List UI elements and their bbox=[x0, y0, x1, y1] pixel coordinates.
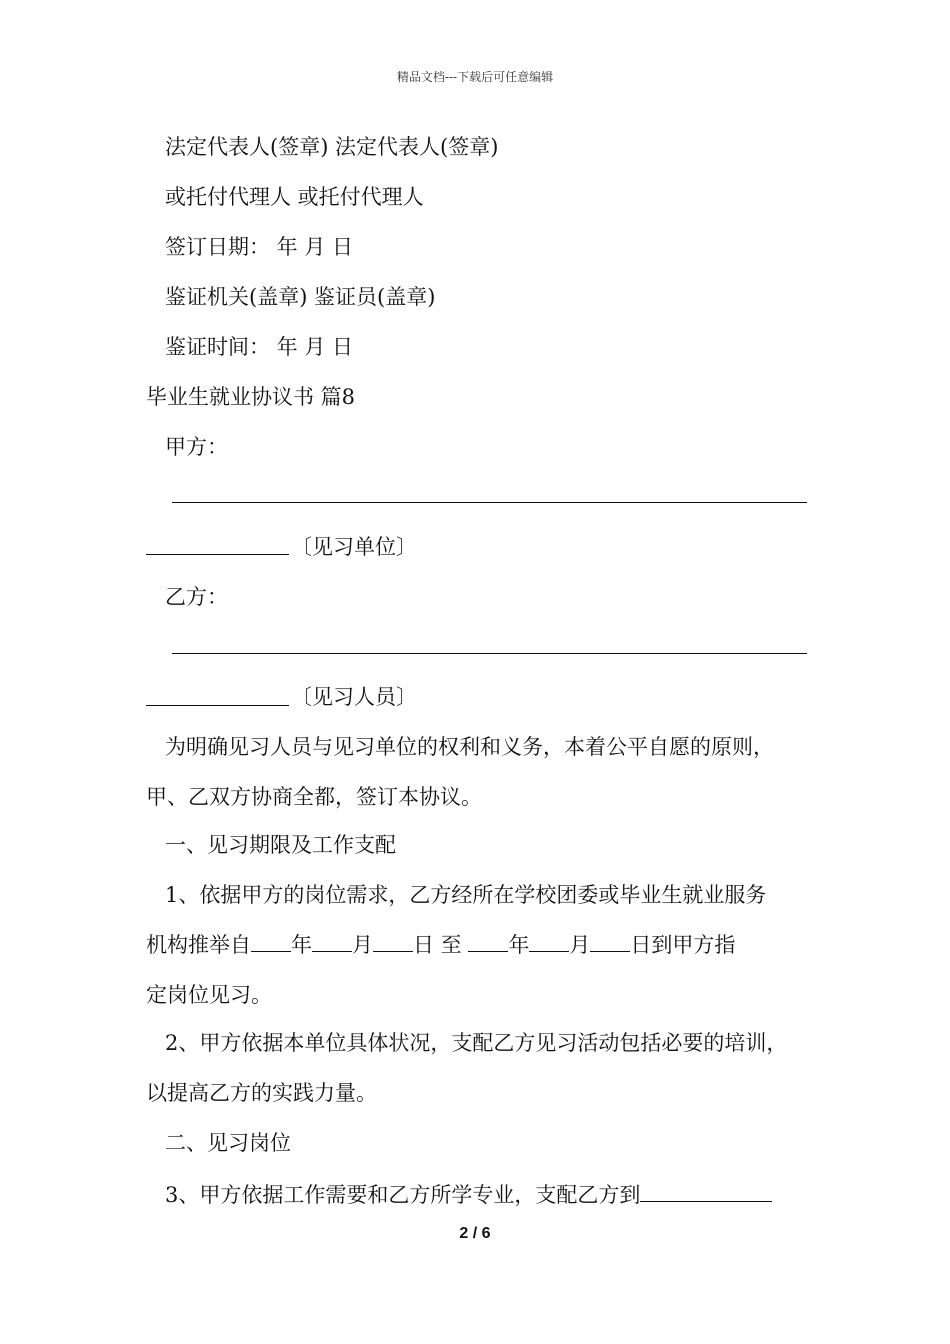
signature-line-1: 法定代表人(签章) 法定代表人(签章) bbox=[165, 135, 499, 159]
heading-position: 二、见习岗位 bbox=[165, 1131, 291, 1155]
position-blank bbox=[640, 1181, 772, 1202]
end-day-blank bbox=[590, 931, 630, 952]
start-year-blank bbox=[251, 931, 291, 952]
party-a-blank-line bbox=[172, 502, 807, 503]
paragraph-intro-line-2: 甲、乙双方协商全都，签订本协议。 bbox=[146, 785, 482, 809]
page-header: 精品文档---下载后可任意编辑 bbox=[396, 70, 554, 84]
party-a-unit-note: 〔见习单位〕 bbox=[291, 535, 417, 559]
verification-date-line: 鉴证时间： 年 月 日 bbox=[165, 335, 354, 359]
signature-line-2: 或托付代理人 或托付代理人 bbox=[165, 185, 424, 209]
party-b-blank-line bbox=[172, 653, 807, 654]
paragraph-intro-line-1: 为明确见习人员与见习单位的权利和义务，本着公平自愿的原则， bbox=[165, 735, 774, 759]
party-a-label: 甲方： bbox=[165, 435, 228, 459]
end-month-blank bbox=[529, 931, 569, 952]
section-title: 毕业生就业协议书 篇8 bbox=[146, 385, 356, 409]
clause-1-text-c: 月 bbox=[352, 933, 373, 957]
party-b-person-note: 〔见习人员〕 bbox=[291, 685, 417, 709]
clause-1-text-f: 月 bbox=[569, 933, 591, 957]
start-day-blank bbox=[373, 931, 413, 952]
page-number: 2 / 6 bbox=[459, 1225, 491, 1242]
clause-1-text-d: 日 至 bbox=[413, 933, 469, 957]
verification-line: 鉴证机关(盖章) 鉴证员(盖章) bbox=[165, 285, 436, 309]
clause-2-line-1: 2、甲方依据本单位具体状况，支配乙方见习活动包括必要的培训， bbox=[165, 1031, 788, 1055]
heading-period: 一、见习期限及工作支配 bbox=[165, 833, 396, 857]
start-month-blank bbox=[312, 931, 352, 952]
clause-1-text-b: 年 bbox=[291, 933, 312, 957]
party-b-label: 乙方： bbox=[165, 585, 228, 609]
clause-1-line-1: 1、依据甲方的岗位需求，乙方经所在学校团委或毕业生就业服务 bbox=[165, 883, 767, 907]
clause-1-text-g: 日到甲方指 bbox=[630, 933, 736, 957]
clause-3-text: 3、甲方依据工作需要和乙方所学专业，支配乙方到 bbox=[165, 1183, 641, 1207]
signing-date-line: 签订日期： 年 月 日 bbox=[165, 235, 354, 259]
party-b-blank-short bbox=[146, 705, 289, 706]
clause-2-line-2: 以提高乙方的实践力量。 bbox=[146, 1081, 377, 1105]
party-a-blank-short bbox=[146, 554, 289, 555]
clause-3-line-1 bbox=[165, 1181, 772, 1209]
clause-1-text-a: 机构推举自 bbox=[146, 933, 251, 957]
end-year-blank bbox=[468, 931, 508, 952]
clause-1-text-e: 年 bbox=[508, 933, 530, 957]
clause-1-line-2 bbox=[146, 931, 735, 959]
clause-1-line-3: 定岗位见习。 bbox=[146, 983, 272, 1007]
